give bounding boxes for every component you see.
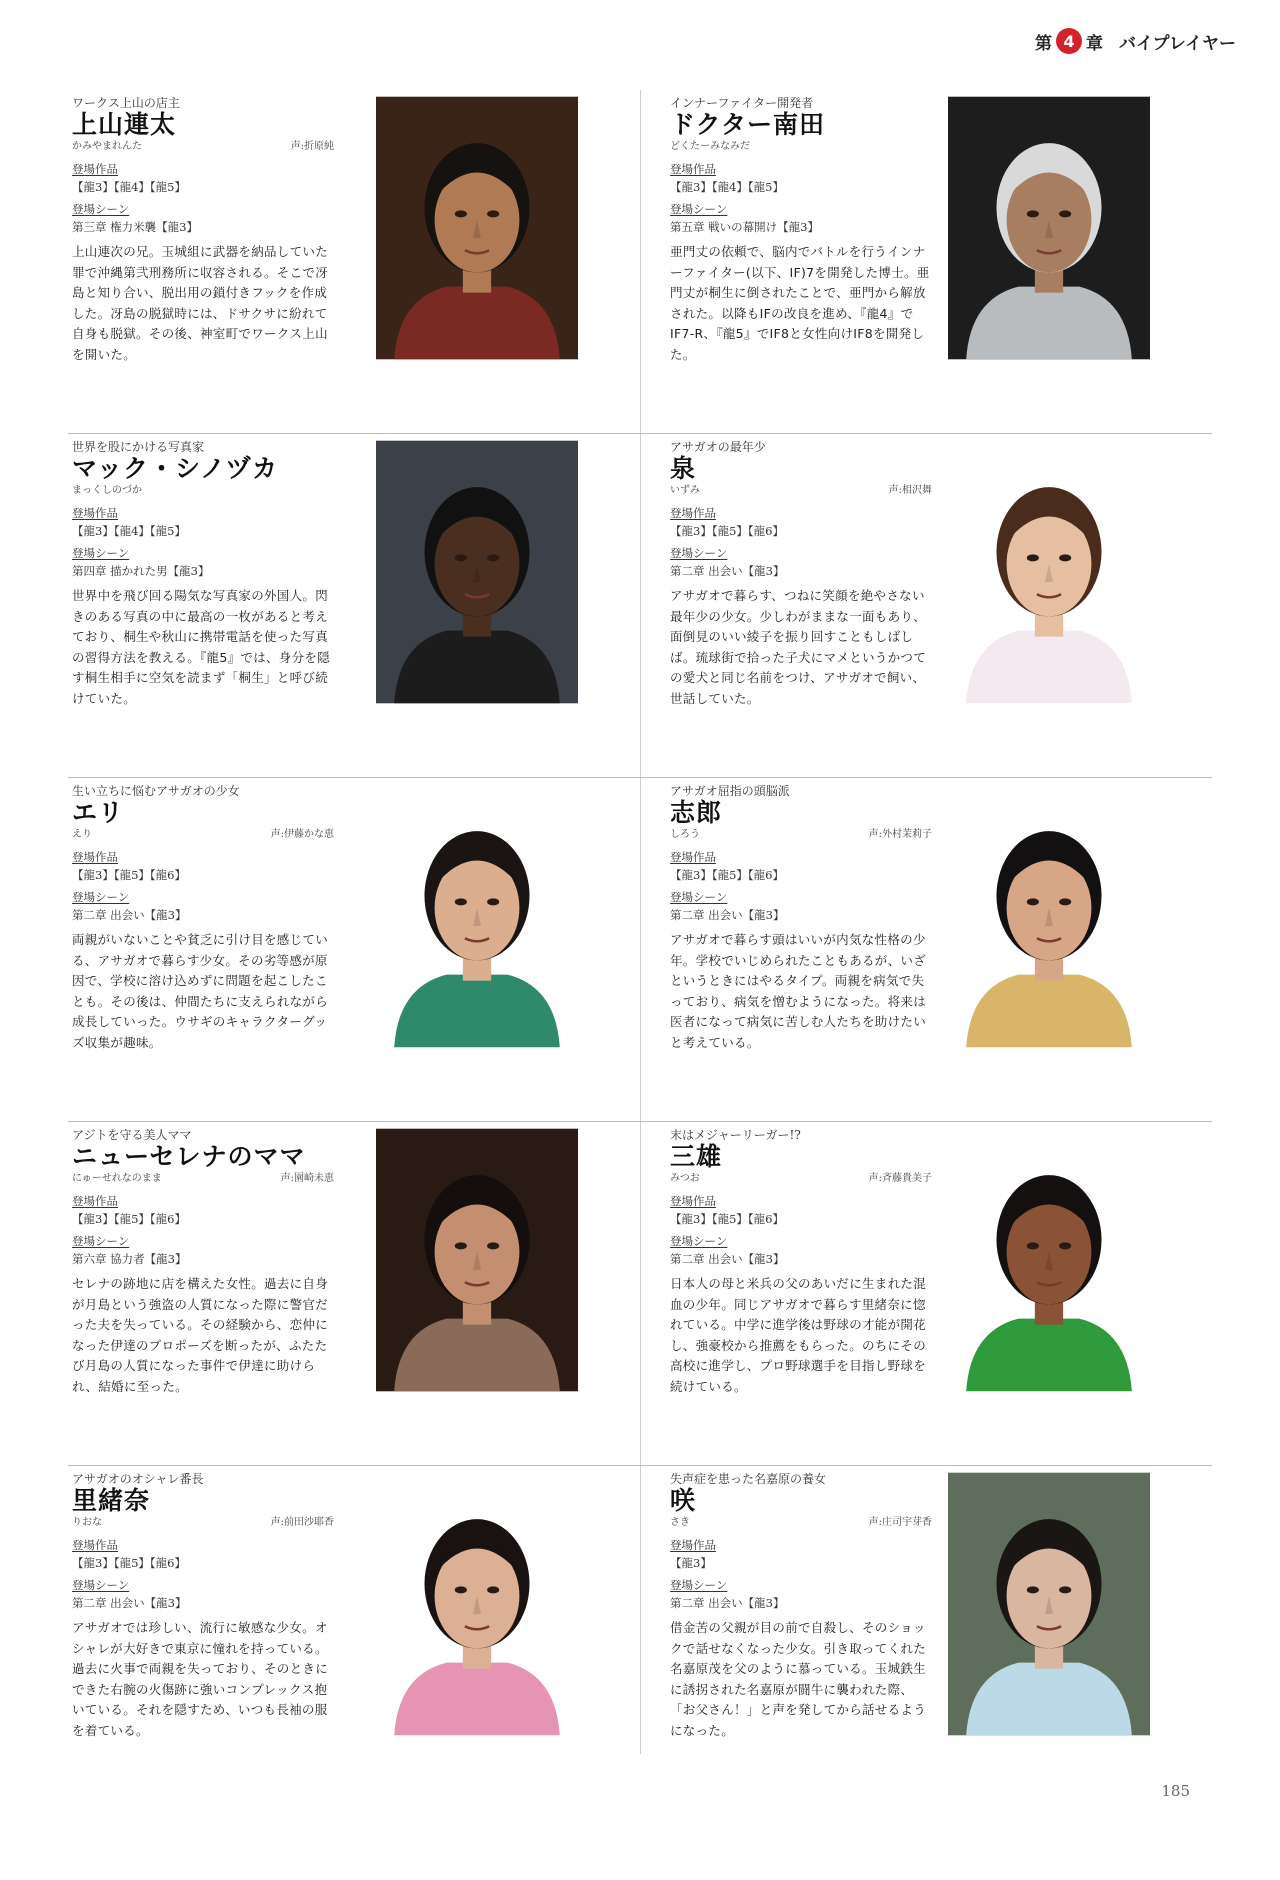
portrait-image <box>948 784 1150 1048</box>
character-epithet: インナーファイター開発者 <box>670 96 814 110</box>
character-card <box>68 1122 640 1466</box>
portrait-image <box>948 440 1150 704</box>
scene-value: 第二章 出会い【龍3】 <box>72 908 187 922</box>
character-description: 両親がいないことや貧乏に引け目を感じている、アサガオで暮らす少女。その劣等感が原因で、学校に溶け込めずに問題を起こしたことも。その後は、仲間たちに支えられながら成長していった。ウサギのキャラクターグッズ収集が趣味。 <box>72 932 329 1050</box>
character-description: 日本人の母と米兵の父のあいだに生まれた混血の少年。同じアサガオで暮らす里緒奈に惚れている。中学に進学後は野球の才能が開花し、強豪校から推薦をもらった。のちにその高校に進学し、プロ野球選手を目指し野球を続けている。 <box>670 1276 927 1394</box>
character-card <box>640 1466 1212 1810</box>
games-value: 【龍3】【龍5】【龍6】 <box>670 524 784 538</box>
reading-row <box>670 1516 932 1530</box>
character-info <box>72 1472 334 1741</box>
character-reading: みつお <box>670 1173 700 1184</box>
voice-actor: 声:前田沙耶香 <box>270 1517 334 1528</box>
scene-value: 第六章 協力者【龍3】 <box>72 1252 187 1266</box>
games-value: 【龍3】【龍5】【龍6】 <box>670 1212 784 1226</box>
reading-row <box>670 140 932 154</box>
page-number: 185 <box>1161 1782 1190 1800</box>
scene-value: 第五章 戦いの幕開け【龍3】 <box>670 220 819 234</box>
scene-value: 第二章 出会い【龍3】 <box>670 908 785 922</box>
reading-row <box>72 1516 334 1530</box>
portrait-image <box>376 1472 578 1736</box>
games-label: 登場作品 <box>72 162 118 176</box>
character-name: 志郎 <box>670 798 723 827</box>
character-portrait <box>376 1472 578 1736</box>
scene-value: 第三章 権力米襲【龍3】 <box>72 220 198 234</box>
scenes-label: 登場シーン <box>72 1578 130 1592</box>
reading-row <box>72 140 334 154</box>
character-name: 三雄 <box>670 1142 723 1171</box>
character-info <box>72 784 334 1053</box>
character-epithet: アジトを守る美人ママ <box>72 1128 192 1142</box>
voice-actor: 声:折原純 <box>290 141 334 152</box>
character-description: 上山連次の兄。玉城組に武器を納品していた罪で沖縄第弐刑務所に収容される。そこで冴島と知り合い、脱出用の鎖付きフックを作成した。冴島の脱獄時には、ドサクサに紛れて自身も脱獄。その後、神室町でワークス上山を開いた。 <box>72 244 329 362</box>
scene-value: 第二章 出会い【龍3】 <box>72 1596 187 1610</box>
chapter-suffix: 章 <box>1086 33 1104 54</box>
character-description: 借金苦の父親が目の前で自殺し、そのショックで話せなくなった少女。引き取ってくれた名嘉原茂を父のように慕っている。玉城鉄生に誘拐された名嘉原が闘牛に襲われた際、「お父さん！」と声を発してから話せるようになった。 <box>670 1620 927 1738</box>
character-card <box>68 434 640 778</box>
games-label: 登場作品 <box>72 1538 118 1552</box>
reading-row <box>670 484 932 498</box>
scenes-label: 登場シーン <box>72 1234 130 1248</box>
character-name: 泉 <box>670 454 697 483</box>
character-info <box>72 96 334 365</box>
character-card <box>68 778 640 1122</box>
reading-row <box>72 1172 334 1186</box>
character-info <box>670 440 932 709</box>
character-info <box>670 96 932 365</box>
games-value: 【龍3】【龍5】【龍6】 <box>72 1212 186 1226</box>
games-label: 登場作品 <box>670 1194 716 1208</box>
portrait-image <box>948 96 1150 360</box>
scene-value: 第二章 出会い【龍3】 <box>670 1596 785 1610</box>
games-label: 登場作品 <box>670 850 716 864</box>
character-description: セレナの跡地に店を構えた女性。過去に自身が月島という強盗の人質になった際に警官だった夫を失っている。その経験から、恋仲になった伊達のプロポーズを断ったが、ふたたび月島の人質になった事件で伊達に助けられ、結婚に至った。 <box>72 1276 329 1394</box>
voice-actor: 声:庄司宇芽香 <box>868 1517 932 1528</box>
character-portrait <box>376 784 578 1048</box>
games-value: 【龍3】 <box>670 1556 712 1570</box>
character-info <box>72 1128 334 1397</box>
portrait-image <box>376 440 578 704</box>
character-epithet: 世界を股にかける写真家 <box>72 440 205 454</box>
character-portrait <box>948 96 1150 360</box>
character-reading: にゅーせれなのまま <box>72 1173 162 1184</box>
character-name: マック・シノヅカ <box>72 454 279 483</box>
character-info <box>72 440 334 709</box>
scene-value: 第二章 出会い【龍3】 <box>670 1252 785 1266</box>
page-header <box>1035 26 1236 56</box>
character-portrait <box>376 96 578 360</box>
games-value: 【龍3】【龍4】【龍5】 <box>72 180 186 194</box>
character-card <box>68 90 640 434</box>
games-value: 【龍3】【龍4】【龍5】 <box>670 180 784 194</box>
character-reading: まっくしのづか <box>72 485 142 496</box>
chapter-prefix: 第 <box>1035 33 1053 54</box>
character-epithet: 末はメジャーリーガー!? <box>670 1128 801 1142</box>
character-reading: りおな <box>72 1517 102 1528</box>
character-epithet: アサガオのオシャレ番長 <box>72 1472 204 1486</box>
character-description: アサガオで暮らす、つねに笑顔を絶やさない最年少の少女。少しわがままな一面もあり、面倒見のいい綾子を振り回すこともしばしば。琉球街で拾った子犬にマメというかつての愛犬と同じ名前をつけ、アサガオで飼い、世話していた。 <box>670 588 927 706</box>
character-description: アサガオでは珍しい、流行に敏感な少女。オシャレが大好きで東京に憧れを持っている。過去に火事で両親を失っており、そのときにできた右腕の火傷跡に強いコンプレックス抱いている。それを隠すため、いつも長袖の服を着ている。 <box>72 1620 329 1738</box>
character-name: 里緒奈 <box>72 1486 151 1515</box>
games-value: 【龍3】【龍4】【龍5】 <box>72 524 186 538</box>
scene-value: 第二章 出会い【龍3】 <box>670 564 785 578</box>
reading-row <box>72 484 334 498</box>
scenes-label: 登場シーン <box>72 890 130 904</box>
character-portrait <box>948 1128 1150 1392</box>
chapter-title: バイプレイヤー <box>1119 33 1236 54</box>
character-portrait <box>376 440 578 704</box>
scenes-label: 登場シーン <box>670 1578 728 1592</box>
reading-row <box>670 1172 932 1186</box>
games-label: 登場作品 <box>72 850 118 864</box>
voice-actor: 声:相沢舞 <box>888 485 932 496</box>
portrait-image <box>376 1128 578 1392</box>
scenes-label: 登場シーン <box>670 890 728 904</box>
voice-actor: 声:斉藤貴美子 <box>868 1173 932 1184</box>
portrait-image <box>376 784 578 1048</box>
scenes-label: 登場シーン <box>72 546 130 560</box>
scenes-label: 登場シーン <box>670 202 728 216</box>
character-portrait <box>376 1128 578 1392</box>
character-epithet: ワークス上山の店主 <box>72 96 180 110</box>
portrait-image <box>948 1472 1150 1736</box>
character-info <box>670 1128 932 1397</box>
character-portrait <box>948 1472 1150 1736</box>
character-epithet: アサガオ屈指の頭脳派 <box>670 784 790 798</box>
games-value: 【龍3】【龍5】【龍6】 <box>72 1556 186 1570</box>
character-card <box>640 434 1212 778</box>
games-label: 登場作品 <box>72 1194 118 1208</box>
character-name: ドクター南田 <box>670 110 826 139</box>
voice-actor: 声:園崎未恵 <box>280 1173 334 1184</box>
character-reading: かみやまれんた <box>72 141 142 152</box>
portrait-image <box>948 1128 1150 1392</box>
character-reading: どくたーみなみだ <box>670 141 750 152</box>
character-name: 上山連太 <box>72 110 177 139</box>
voice-actor: 声:外村茉莉子 <box>868 829 932 840</box>
character-card <box>640 1122 1212 1466</box>
games-label: 登場作品 <box>670 506 716 520</box>
games-value: 【龍3】【龍5】【龍6】 <box>670 868 784 882</box>
portrait-image <box>376 96 578 360</box>
games-label: 登場作品 <box>72 506 118 520</box>
games-value: 【龍3】【龍5】【龍6】 <box>72 868 186 882</box>
character-portrait <box>948 440 1150 704</box>
character-card <box>640 778 1212 1122</box>
character-epithet: 生い立ちに悩むアサガオの少女 <box>72 784 240 798</box>
character-portrait <box>948 784 1150 1048</box>
scenes-label: 登場シーン <box>72 202 130 216</box>
character-description: アサガオで暮らす頭はいいが内気な性格の少年。学校でいじめられたこともあるが、いざというときにはやるタイプ。両親を病気で失っており、病気を憎むようになった。将来は医者になって病気に苦しむ人たちを助けたいと考えている。 <box>670 932 927 1050</box>
reading-row <box>670 828 932 842</box>
character-info <box>670 1472 932 1741</box>
scenes-label: 登場シーン <box>670 546 728 560</box>
character-info <box>670 784 932 1053</box>
character-reading: さき <box>670 1517 690 1528</box>
voice-actor: 声:伊藤かな恵 <box>270 829 334 840</box>
character-description: 亜門丈の依頼で、脳内でバトルを行うインナーファイター(以下、IF)7を開発した博士。亜門丈が桐生に倒されたことで、亜門から解放された。以降もIFの改良を進め、『龍4』でIF7-R、『龍5』でIF8と女性向けIF8を開発した。 <box>670 244 930 362</box>
character-card <box>68 1466 640 1810</box>
character-reading: いずみ <box>670 485 700 496</box>
character-reading: しろう <box>670 829 700 840</box>
chapter-number-badge: 4 <box>1056 28 1082 54</box>
character-epithet: アサガオの最年少 <box>670 440 766 454</box>
character-name: ニューセレナのママ <box>72 1142 306 1171</box>
character-epithet: 失声症を患った名嘉原の養女 <box>670 1472 827 1486</box>
character-description: 世界中を飛び回る陽気な写真家の外国人。閃きのある写真の中に最高の一枚があると考えており、桐生や秋山に携帯電話を使った写真の習得方法を教える。『龍5』では、身分を隠す桐生相手に空気を読まず「桐生」と呼び続けていた。 <box>72 588 331 706</box>
character-name: 咲 <box>670 1486 697 1515</box>
character-card <box>640 90 1212 434</box>
character-reading: えり <box>72 829 92 840</box>
scene-value: 第四章 描かれた男【龍3】 <box>72 564 210 578</box>
character-grid <box>68 90 1212 1754</box>
scenes-label: 登場シーン <box>670 1234 728 1248</box>
games-label: 登場作品 <box>670 162 716 176</box>
character-name: エリ <box>72 798 125 827</box>
games-label: 登場作品 <box>670 1538 716 1552</box>
reading-row <box>72 828 334 842</box>
